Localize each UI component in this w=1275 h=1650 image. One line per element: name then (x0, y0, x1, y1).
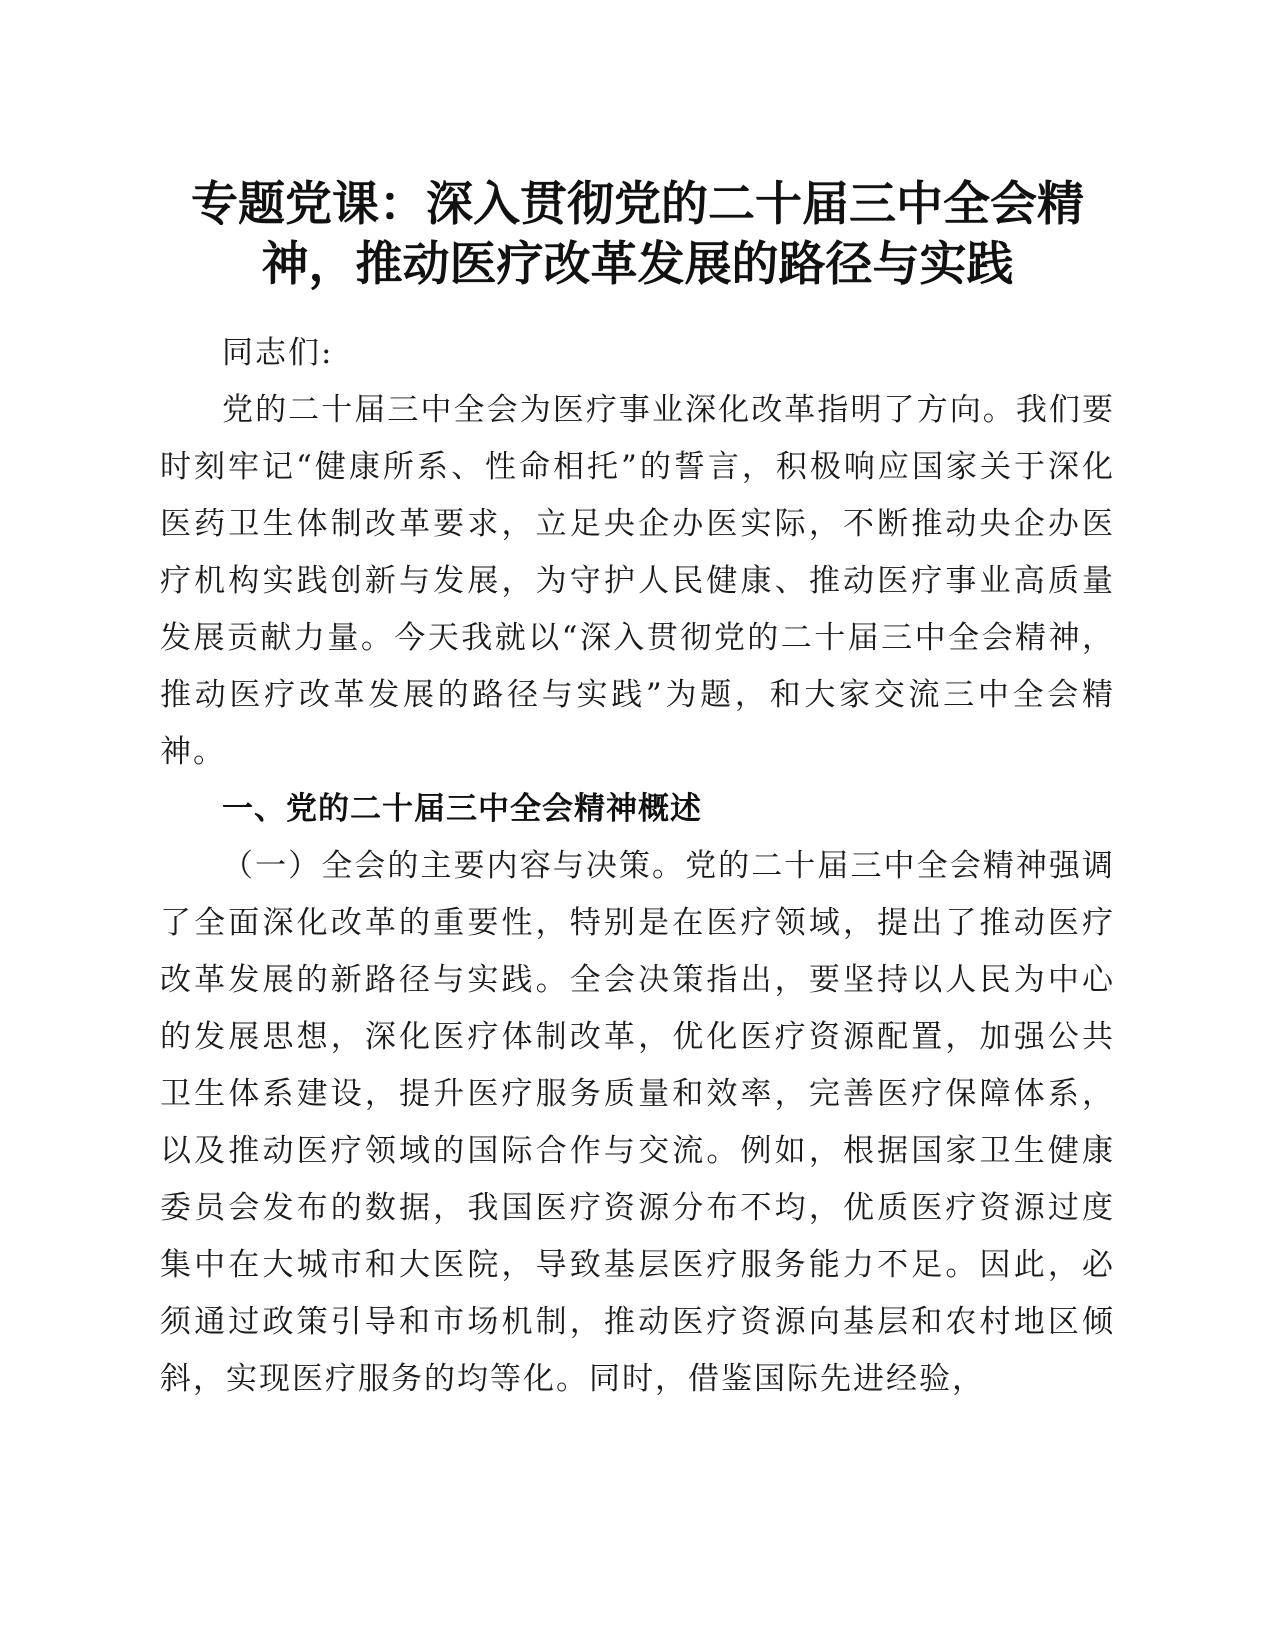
intro-paragraph: 党的二十届三中全会为医疗事业深化改革指明了方向。我们要时刻牢记“健康所系、性命相托”的誓言，积极响应国家关于深化医药卫生体制改革要求，立足央企办医实际，不断推动央企办医疗机构实践创新与发展，为守护人民健康、推动医疗事业高质量发展贡献力量。今天我就以“深入贯彻党的二十届三中全会精神，推动医疗改革发展的路径与实践”为题，和大家交流三中全会精神。 (160, 392, 1115, 770)
title-line-1: 专题党课：深入贯彻党的二十届三中全会精 (191, 177, 1084, 232)
title-line-2: 神，推动医疗改革发展的路径与实践 (261, 237, 1014, 292)
document-body (160, 325, 1115, 1408)
salutation: 同志们: (222, 335, 334, 371)
document-title (160, 175, 1115, 295)
section-1-paragraph: （一）全会的主要内容与决策。党的二十届三中全会精神强调了全面深化改革的重要性，特别是在医疗领域，提出了推动医疗改革发展的新路径与实践。全会决策指出，要坚持以人民为中心的发展思想，深化医疗体制改革，优化医疗资源配置，加强公共卫生体系建设，提升医疗服务质量和效率，完善医疗保障体系，以及推动医疗领域的国际合作与交流。例如，根据国家卫生健康委员会发布的数据，我国医疗资源分布不均，优质医疗资源过度集中在大城市和大医院，导致基层医疗服务能力不足。因此，必须通过政策引导和市场机制，推动医疗资源向基层和农村地区倾斜，实现医疗服务的均等化。同时，借鉴国际先进经验， (160, 848, 1115, 1397)
section-heading-1: 一、党的二十届三中全会精神概述 (222, 791, 702, 827)
